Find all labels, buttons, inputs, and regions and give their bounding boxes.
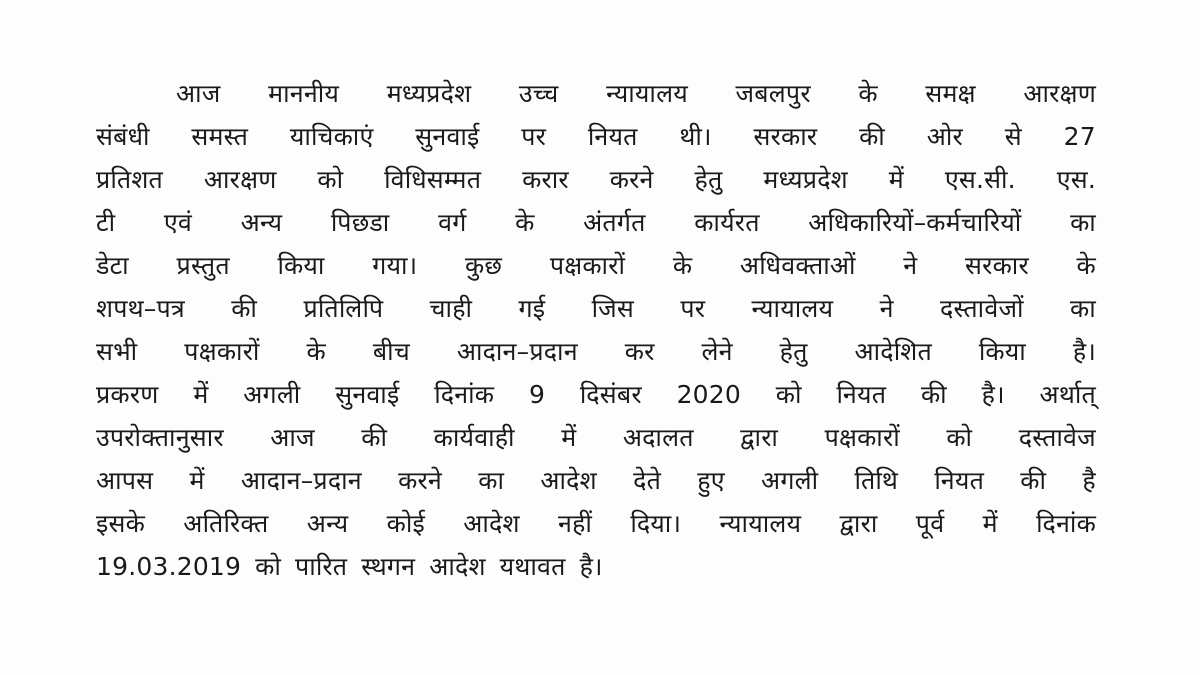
word: लेने [701, 337, 733, 366]
word: आदेश [463, 509, 520, 538]
word: आदेशित [854, 337, 932, 366]
word: उपरोक्तानुसार [96, 423, 224, 452]
word: प्रतिशत [96, 165, 164, 194]
word: 27 [1063, 122, 1096, 151]
word: इसके [96, 509, 145, 538]
word: दिनांक [1036, 509, 1096, 538]
word: टी [96, 208, 116, 237]
word: पिछडा [330, 208, 390, 237]
word: ने [879, 294, 894, 323]
word: के [1076, 251, 1096, 280]
paragraph-line-9 [96, 416, 1096, 459]
word: हेतु [779, 337, 808, 366]
word: को [946, 423, 973, 452]
word: उच्च [518, 79, 559, 108]
word: करार [522, 165, 569, 194]
word: कुछ [465, 251, 503, 280]
word: सरकार [753, 122, 818, 151]
word: एस. [1056, 165, 1096, 194]
word: न्यायालय [606, 79, 688, 108]
word: की [920, 380, 947, 409]
word: 9 [528, 380, 546, 409]
word: को [255, 552, 282, 581]
paragraph-line-3 [96, 158, 1096, 201]
paragraph-line-2 [96, 115, 1096, 158]
word: अर्थात् [1039, 380, 1096, 409]
word: नियत [836, 380, 887, 409]
word: ओर [926, 122, 963, 151]
word: के [672, 251, 693, 280]
word: एस.सी. [944, 165, 1016, 194]
paragraph-line-4 [96, 201, 1096, 244]
word: से [1004, 122, 1022, 151]
word: आज [176, 79, 221, 108]
word: देते [633, 466, 662, 495]
word: पर [680, 294, 706, 323]
word: समक्ष [925, 79, 976, 108]
word: करने [398, 466, 443, 495]
word: याचिकाएं [289, 122, 374, 151]
word: दिया। [630, 509, 682, 538]
word: आरक्षण [203, 165, 277, 194]
word: न्यायालय [751, 294, 834, 323]
word: आरक्षण [1023, 79, 1096, 108]
word: प्रतिलिपि [303, 294, 384, 323]
word: अन्य [240, 208, 283, 237]
word: कोई [386, 509, 425, 538]
word: है [1082, 466, 1096, 495]
word: की [231, 294, 258, 323]
word: अगली [243, 380, 301, 409]
word: करने [609, 165, 654, 194]
word: स्थगन [361, 552, 416, 581]
word: आदान–प्रदान [456, 337, 578, 366]
word: ने [903, 251, 918, 280]
word: प्रस्तुत [176, 251, 230, 280]
word: हुए [697, 466, 725, 495]
paragraph-line-8 [96, 373, 1096, 416]
word: में [982, 509, 998, 538]
word: अधिवक्ताओं [739, 251, 856, 280]
word: नहीं [558, 509, 593, 538]
word: आदेश [540, 466, 597, 495]
word: माननीय [268, 79, 340, 108]
word: आज [270, 423, 315, 452]
paragraph-line-11 [96, 502, 1096, 545]
word: किया [277, 251, 325, 280]
word: 19.03.2019 [96, 552, 242, 581]
paragraph-line-1 [96, 72, 1096, 115]
word: शपथ–पत्र [96, 294, 185, 323]
word: कर [624, 337, 655, 366]
word: अधिकारियों–कर्मचारियों [808, 208, 1022, 237]
word: पक्षकारों [549, 251, 626, 280]
word: समस्त [191, 122, 249, 151]
word: तिथि [854, 466, 899, 495]
word: दस्तावेजों [940, 294, 1024, 323]
word: के [306, 337, 326, 366]
word: है। [981, 380, 1005, 409]
word: संबंधी [96, 122, 150, 151]
word: यथावत [499, 552, 566, 581]
word: गया। [372, 251, 418, 280]
word: पारित [295, 552, 348, 581]
word: आपस [96, 466, 154, 495]
paragraph-line-5 [96, 244, 1096, 287]
paragraph-line-10 [96, 459, 1096, 502]
word: गई [518, 294, 546, 323]
word: प्रकरण [96, 380, 159, 409]
paragraph-line-12 [96, 545, 1096, 588]
word: पूर्व [915, 509, 945, 538]
word: का [478, 466, 505, 495]
word: कार्यवाही [433, 423, 515, 452]
word: के [858, 79, 878, 108]
word: की [859, 122, 885, 151]
word: अंतर्गत [583, 208, 646, 237]
word: बीच [372, 337, 410, 366]
word: का [1070, 294, 1096, 323]
word: 2020 [676, 380, 741, 409]
word: मध्यप्रदेश [763, 165, 848, 194]
word: की [1020, 466, 1047, 495]
word: में [189, 466, 205, 495]
document-paragraph [96, 72, 1096, 588]
word: हेतु [694, 165, 723, 194]
word: द्वारा [740, 423, 779, 452]
word: कार्यरत [694, 208, 760, 237]
word: में [193, 380, 209, 409]
word: का [1070, 208, 1096, 237]
word: आदान–प्रदान [240, 466, 362, 495]
word: किया [978, 337, 1026, 366]
word: अगली [761, 466, 819, 495]
word: चाही [429, 294, 473, 323]
word: है। [579, 552, 603, 581]
word: मध्यप्रदेश [386, 79, 472, 108]
word: नियत [934, 466, 985, 495]
word: पर [521, 122, 547, 151]
word: पक्षकारों [184, 337, 260, 366]
word: वर्ग [438, 208, 467, 237]
word: दिनांक [434, 380, 495, 409]
word: अतिरिक्त [183, 509, 269, 538]
word: के [515, 208, 535, 237]
word: को [317, 165, 344, 194]
word: की [361, 423, 388, 452]
word: अन्य [306, 509, 349, 538]
paragraph-line-6 [96, 287, 1096, 330]
word: को [775, 380, 802, 409]
word: एवं [163, 208, 193, 237]
word: थी। [679, 122, 712, 151]
paragraph-line-7 [96, 330, 1096, 373]
word: जिस [591, 294, 634, 323]
word: सरकार [965, 251, 1029, 280]
word: में [561, 423, 577, 452]
word: सुनवाई [415, 122, 480, 151]
word: है। [1072, 337, 1096, 366]
word: दस्तावेज [1018, 423, 1096, 452]
word: में [888, 165, 904, 194]
word: नियत [587, 122, 638, 151]
word: सुनवाई [335, 380, 400, 409]
word: न्यायालय [719, 509, 802, 538]
word: अदालत [622, 423, 694, 452]
word: जबलपुर [735, 79, 811, 108]
word: आदेश [429, 552, 486, 581]
word: विधिसम्मत [384, 165, 482, 194]
word: दिसंबर [579, 380, 642, 409]
word: द्वारा [839, 509, 878, 538]
word: डेटा [96, 251, 129, 280]
word: पक्षकारों [824, 423, 900, 452]
word: सभी [96, 337, 138, 366]
